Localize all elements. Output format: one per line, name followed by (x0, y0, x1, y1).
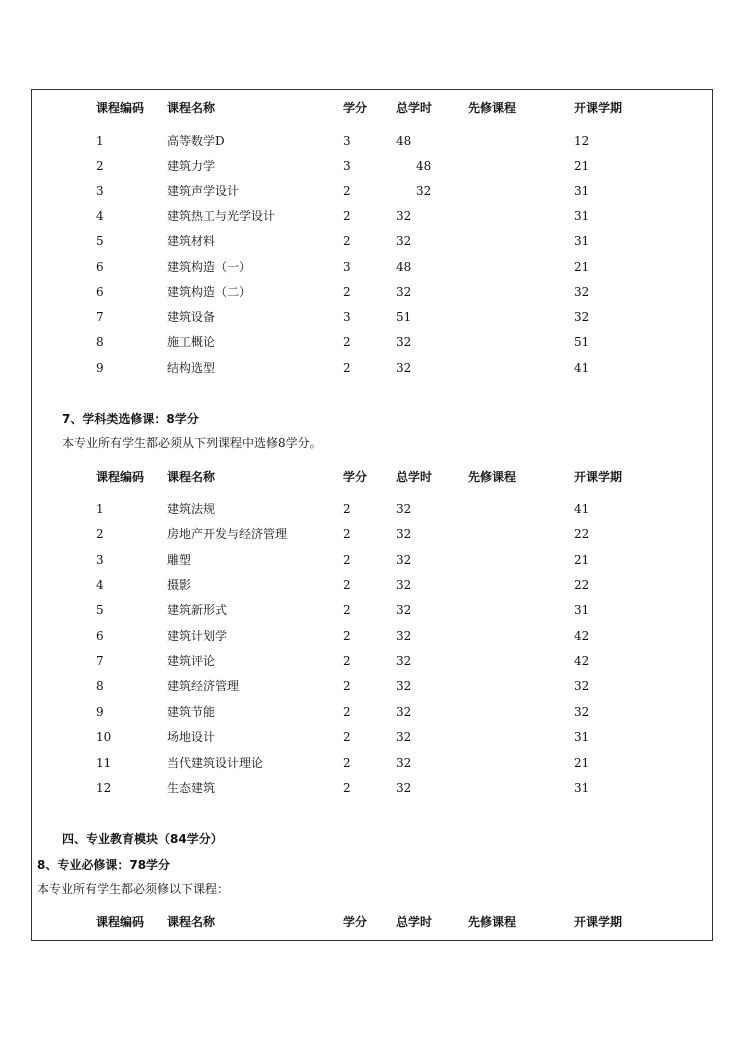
header-code: 课程编码 (96, 915, 145, 929)
table-row (0, 282, 744, 302)
table-row (0, 358, 744, 378)
table-row (0, 206, 744, 226)
cell-credit: 2 (343, 184, 351, 198)
cell-code: 3 (96, 184, 104, 198)
cell-code: 1 (96, 502, 104, 516)
cell-name: 房地产开发与经济管理 (167, 527, 288, 541)
cell-name: 建筑设备 (167, 310, 216, 324)
cell-term: 21 (574, 260, 590, 274)
cell-term: 21 (574, 159, 590, 173)
cell-hours: 48 (396, 260, 412, 274)
cell-term: 42 (574, 629, 590, 643)
cell-credit: 2 (343, 502, 351, 516)
cell-credit: 2 (343, 553, 351, 567)
table1-header (0, 98, 744, 118)
cell-credit: 2 (343, 335, 351, 349)
section8-heading: 8、专业必修课：78学分 (37, 858, 171, 872)
cell-name: 建筑节能 (167, 705, 216, 719)
cell-term: 22 (574, 527, 590, 541)
cell-name: 建筑材料 (167, 234, 216, 248)
cell-code: 5 (96, 603, 104, 617)
cell-term: 21 (574, 756, 590, 770)
cell-hours: 32 (396, 679, 412, 693)
cell-code: 4 (96, 209, 104, 223)
cell-credit: 3 (343, 159, 351, 173)
table-row (0, 600, 744, 620)
table3-header (0, 912, 744, 932)
cell-credit: 2 (343, 654, 351, 668)
cell-name: 建筑新形式 (167, 603, 228, 617)
table-row (0, 257, 744, 277)
table-row (0, 131, 744, 151)
cell-code: 6 (96, 285, 104, 299)
cell-credit: 2 (343, 781, 351, 795)
cell-name: 生态建筑 (167, 781, 216, 795)
cell-hours: 32 (396, 285, 412, 299)
cell-credit: 2 (343, 578, 351, 592)
cell-name: 建筑构造（一） (167, 260, 252, 274)
cell-term: 31 (574, 184, 590, 198)
cell-name: 摄影 (167, 578, 192, 592)
cell-code: 11 (96, 756, 112, 770)
cell-credit: 2 (343, 756, 351, 770)
cell-hours: 32 (396, 502, 412, 516)
header-code: 课程编码 (96, 101, 145, 115)
cell-credit: 2 (343, 629, 351, 643)
table-row (0, 778, 744, 798)
cell-credit: 2 (343, 527, 351, 541)
cell-term: 32 (574, 310, 590, 324)
cell-term: 42 (574, 654, 590, 668)
cell-code: 2 (96, 159, 104, 173)
cell-name: 建筑力学 (167, 159, 216, 173)
cell-code: 8 (96, 335, 104, 349)
cell-credit: 2 (343, 730, 351, 744)
cell-hours: 32 (396, 527, 412, 541)
cell-hours: 48 (416, 159, 432, 173)
cell-credit: 2 (343, 209, 351, 223)
cell-code: 2 (96, 527, 104, 541)
header-code: 课程编码 (96, 470, 145, 484)
header-term: 开课学期 (574, 470, 623, 484)
cell-name: 建筑法规 (167, 502, 216, 516)
cell-credit: 3 (343, 310, 351, 324)
cell-credit: 2 (343, 285, 351, 299)
cell-hours: 32 (396, 705, 412, 719)
cell-term: 41 (574, 361, 590, 375)
cell-credit: 2 (343, 361, 351, 375)
cell-code: 12 (96, 781, 112, 795)
cell-code: 4 (96, 578, 104, 592)
header-prereq: 先修课程 (468, 101, 517, 115)
cell-name: 建筑构造（二） (167, 285, 252, 299)
cell-name: 建筑热工与光学设计 (167, 209, 276, 223)
cell-term: 32 (574, 679, 590, 693)
cell-term: 12 (574, 134, 590, 148)
cell-hours: 51 (396, 310, 412, 324)
cell-name: 场地设计 (167, 730, 216, 744)
cell-term: 31 (574, 234, 590, 248)
cell-term: 32 (574, 705, 590, 719)
header-credit: 学分 (343, 915, 368, 929)
cell-code: 10 (96, 730, 112, 744)
header-term: 开课学期 (574, 101, 623, 115)
table2-header (0, 467, 744, 487)
cell-code: 3 (96, 553, 104, 567)
table-row (0, 676, 744, 696)
cell-code: 1 (96, 134, 104, 148)
header-prereq: 先修课程 (468, 915, 517, 929)
cell-hours: 32 (396, 629, 412, 643)
table-row (0, 307, 744, 327)
cell-code: 8 (96, 679, 104, 693)
header-credit: 学分 (343, 101, 368, 115)
cell-credit: 3 (343, 260, 351, 274)
cell-credit: 2 (343, 679, 351, 693)
cell-name: 建筑声学设计 (167, 184, 240, 198)
cell-hours: 32 (396, 335, 412, 349)
cell-term: 31 (574, 781, 590, 795)
table-row (0, 727, 744, 747)
header-term: 开课学期 (574, 915, 623, 929)
cell-hours: 32 (396, 361, 412, 375)
table-row (0, 626, 744, 646)
cell-hours: 32 (396, 654, 412, 668)
cell-credit: 2 (343, 705, 351, 719)
table-row (0, 332, 744, 352)
cell-hours: 48 (396, 134, 412, 148)
cell-hours: 32 (416, 184, 432, 198)
cell-term: 21 (574, 553, 590, 567)
cell-credit: 3 (343, 134, 351, 148)
cell-credit: 2 (343, 234, 351, 248)
table-row (0, 524, 744, 544)
cell-code: 6 (96, 629, 104, 643)
cell-name: 建筑评论 (167, 654, 216, 668)
cell-term: 51 (574, 335, 590, 349)
cell-hours: 32 (396, 553, 412, 567)
cell-code: 9 (96, 361, 104, 375)
cell-hours: 32 (396, 234, 412, 248)
cell-hours: 32 (396, 756, 412, 770)
cell-term: 41 (574, 502, 590, 516)
cell-code: 7 (96, 654, 104, 668)
cell-name: 建筑经济管理 (167, 679, 240, 693)
header-credit: 学分 (343, 470, 368, 484)
header-prereq: 先修课程 (468, 470, 517, 484)
table-row (0, 651, 744, 671)
table-row (0, 702, 744, 722)
section4-heading: 四、专业教育模块（84学分） (62, 832, 223, 846)
table-row (0, 550, 744, 570)
cell-term: 32 (574, 285, 590, 299)
cell-name: 当代建筑设计理论 (167, 756, 264, 770)
cell-hours: 32 (396, 209, 412, 223)
cell-name: 施工概论 (167, 335, 216, 349)
cell-hours: 32 (396, 603, 412, 617)
cell-code: 6 (96, 260, 104, 274)
cell-hours: 32 (396, 730, 412, 744)
cell-hours: 32 (396, 578, 412, 592)
table-row (0, 156, 744, 176)
cell-name: 建筑计划学 (167, 629, 228, 643)
table-row (0, 181, 744, 201)
section7-note: 本专业所有学生都必须从下列课程中选修8学分。 (62, 436, 322, 450)
cell-code: 7 (96, 310, 104, 324)
header-name: 课程名称 (167, 470, 216, 484)
cell-name: 结构选型 (167, 361, 216, 375)
cell-term: 22 (574, 578, 590, 592)
section8-note: 本专业所有学生都必须修以下课程： (37, 882, 230, 896)
cell-hours: 32 (396, 781, 412, 795)
cell-name: 雕塑 (167, 553, 192, 567)
header-name: 课程名称 (167, 101, 216, 115)
header-hours: 总学时 (396, 470, 433, 484)
cell-code: 9 (96, 705, 104, 719)
section7-heading: 7、学科类选修课：8学分 (62, 412, 199, 426)
header-name: 课程名称 (167, 915, 216, 929)
table-row (0, 575, 744, 595)
table-row (0, 231, 744, 251)
cell-term: 31 (574, 603, 590, 617)
header-hours: 总学时 (396, 915, 433, 929)
cell-code: 5 (96, 234, 104, 248)
cell-name: 高等数学D (167, 134, 225, 148)
table-row (0, 499, 744, 519)
cell-term: 31 (574, 209, 590, 223)
cell-credit: 2 (343, 603, 351, 617)
header-hours: 总学时 (396, 101, 433, 115)
table-row (0, 753, 744, 773)
cell-term: 31 (574, 730, 590, 744)
